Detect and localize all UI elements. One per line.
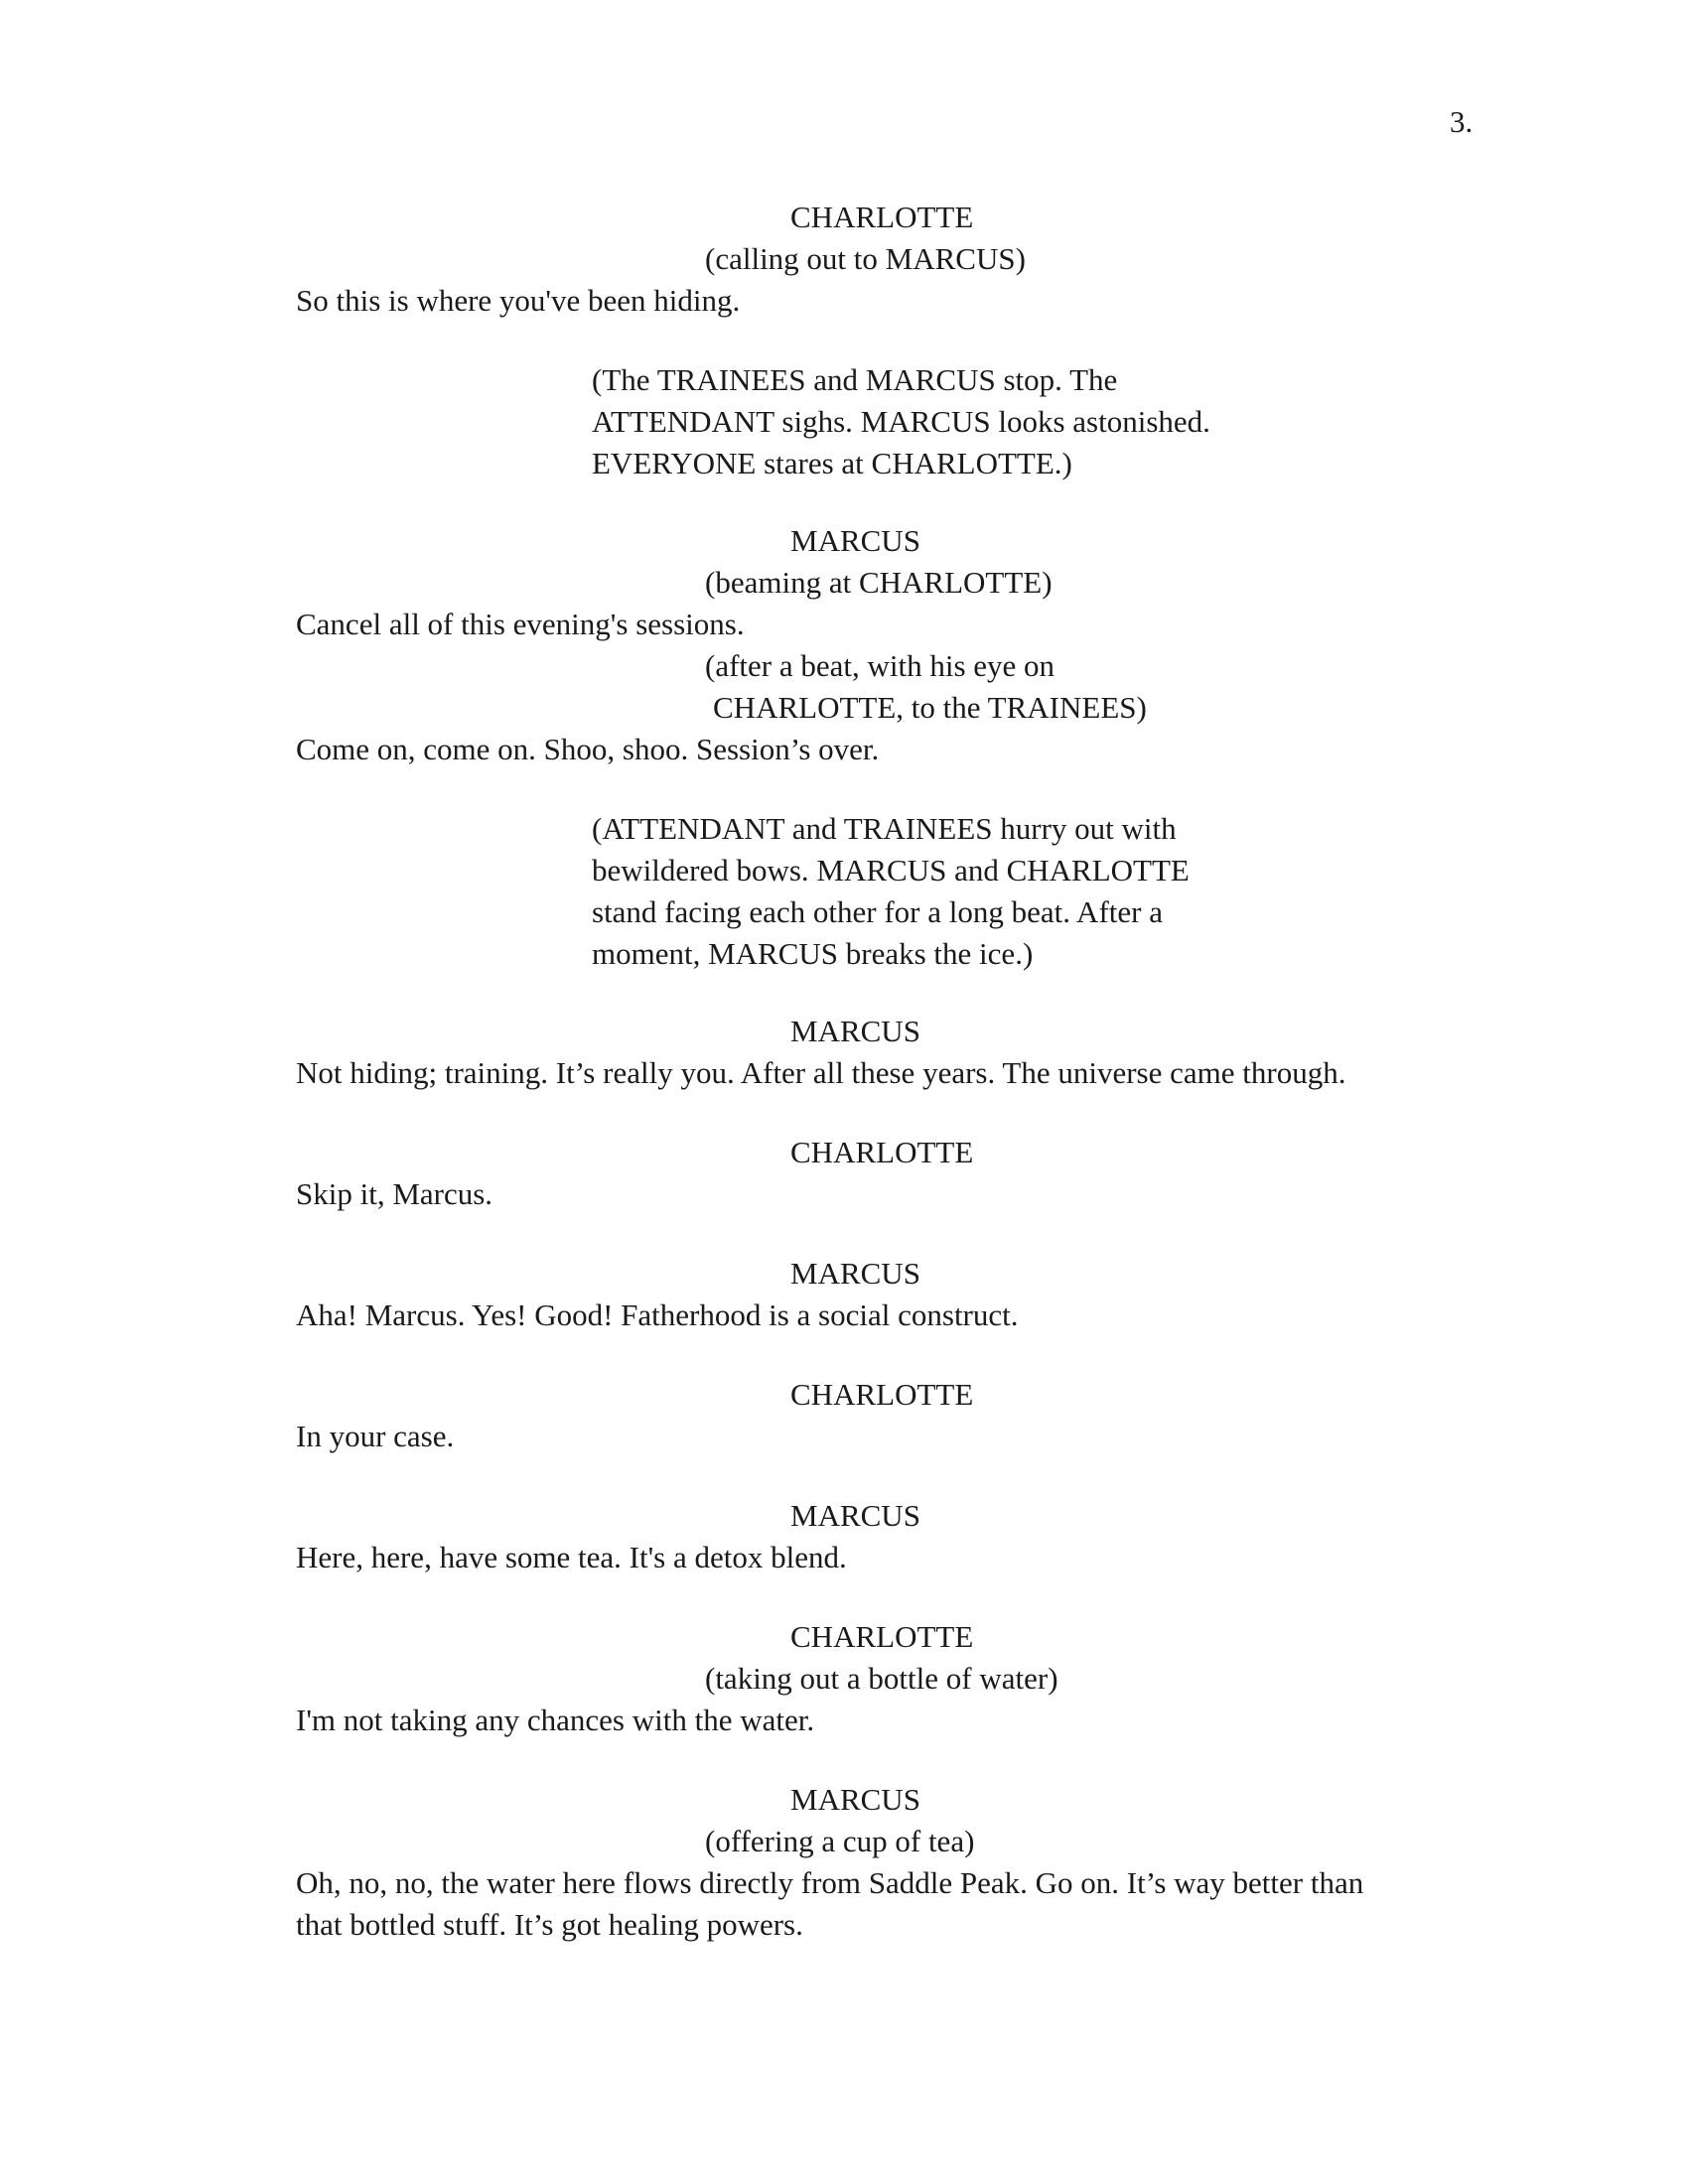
dialogue-line: Come on, come on. Shoo, shoo. Session’s over. (296, 732, 880, 766)
action-line: EVERYONE stares at CHARLOTTE.) (592, 446, 1072, 480)
dialogue-line: Skip it, Marcus. (296, 1176, 493, 1211)
action-line: (The TRAINEES and MARCUS stop. The (592, 362, 1118, 397)
character-name: CHARLOTTE (790, 1135, 974, 1169)
action-line: stand facing each other for a long beat. After a (592, 894, 1163, 929)
parenthetical: (after a beat, with his eye on (705, 648, 1055, 683)
parenthetical: CHARLOTTE, to the TRAINEES) (713, 690, 1147, 725)
dialogue-line: Cancel all of this evening's sessions. (296, 607, 745, 641)
character-name: MARCUS (790, 1782, 920, 1817)
dialogue-line: I'm not taking any chances with the water. (296, 1703, 815, 1737)
page-number: 3. (1450, 104, 1474, 139)
action-line: (ATTENDANT and TRAINEES hurry out with (592, 811, 1177, 846)
dialogue-line: that bottled stuff. It’s got healing powers. (296, 1907, 803, 1942)
dialogue-line: Oh, no, no, the water here flows directly from Saddle Peak. Go on. It’s way better than (296, 1865, 1364, 1900)
action-line: bewildered bows. MARCUS and CHARLOTTE (592, 853, 1190, 887)
parenthetical: (calling out to MARCUS) (705, 241, 1026, 276)
dialogue-line: So this is where you've been hiding. (296, 283, 741, 318)
dialogue-line: Aha! Marcus. Yes! Good! Fatherhood is a social construct. (296, 1297, 1019, 1332)
parenthetical: (offering a cup of tea) (705, 1824, 975, 1858)
character-name: MARCUS (790, 1498, 920, 1533)
parenthetical: (beaming at CHARLOTTE) (705, 565, 1053, 600)
action-line: ATTENDANT sighs. MARCUS looks astonished. (592, 404, 1210, 439)
dialogue-line: Not hiding; training. It’s really you. After all these years. The universe came through. (296, 1055, 1346, 1090)
character-name: MARCUS (790, 1256, 920, 1291)
character-name: MARCUS (790, 523, 920, 558)
character-name: MARCUS (790, 1014, 920, 1048)
action-line: moment, MARCUS breaks the ice.) (592, 936, 1034, 971)
dialogue-line: Here, here, have some tea. It's a detox blend. (296, 1540, 847, 1574)
dialogue-line: In your case. (296, 1419, 455, 1453)
parenthetical: (taking out a bottle of water) (705, 1661, 1058, 1696)
character-name: CHARLOTTE (790, 200, 974, 234)
character-name: CHARLOTTE (790, 1619, 974, 1654)
character-name: CHARLOTTE (790, 1377, 974, 1412)
